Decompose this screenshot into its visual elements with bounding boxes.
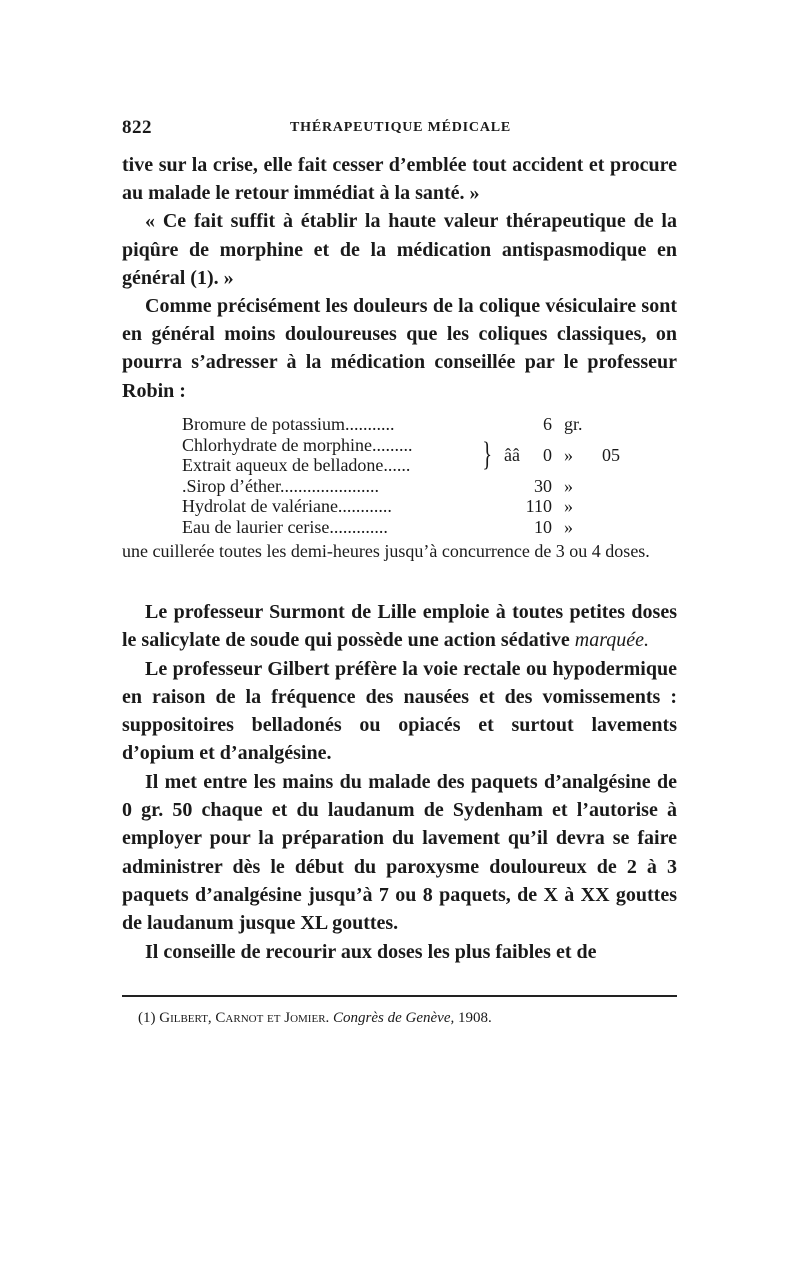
ingredient-quantity: 10 <box>534 516 552 537</box>
body-text-top <box>122 151 677 405</box>
running-title: THÉRAPEUTIQUE MÉDICALE <box>290 120 512 135</box>
footnote-source: Congrès de Genève, <box>333 1010 455 1026</box>
prescription-note: une cuillerée toutes les demi-heures jusqu’à concurrence de 3 ou 4 doses. <box>122 541 650 561</box>
footnote-year: 1908. <box>458 1010 492 1026</box>
page-header <box>122 117 677 141</box>
prescription-row <box>182 496 652 517</box>
prescription-row <box>182 455 652 476</box>
paragraph <box>122 598 677 655</box>
paragraph: Comme précisément les douleurs de la colique vésiculaire sont en général moins douloureuses que les coliques classiques, on pourra s’adresser à la médication conseillée par le professeur Robin : <box>122 295 677 402</box>
ingredient-unit: » <box>564 444 573 465</box>
paragraph: Il conseille de recourir aux doses les plus faibles et de <box>145 940 597 963</box>
ingredient-unit: » <box>564 475 573 496</box>
ana-partes-marker: ââ <box>504 444 520 465</box>
ingredient-unit: » <box>564 516 573 537</box>
ingredient-name: Hydrolat de valériane............ <box>182 496 392 517</box>
ingredient-unit: » <box>564 496 573 517</box>
prescription-row <box>182 435 652 456</box>
footnote-marker: (1) <box>138 1010 156 1026</box>
footnote-divider <box>122 995 677 997</box>
brace-symbol: } <box>482 435 493 473</box>
ingredient-quantity: 110 <box>525 496 552 517</box>
ingredient-name: Bromure de potassium........... <box>182 414 395 434</box>
ingredient-name: Extrait aqueux de belladone...... <box>182 455 411 476</box>
ingredient-name: Eau de laurier cerise............. <box>182 516 388 537</box>
page-number: 822 <box>122 117 152 138</box>
footnote-authors: Gilbert, Carnot et Jomier. <box>159 1010 330 1026</box>
prescription-row <box>182 414 652 435</box>
footnote <box>138 1008 678 1028</box>
ingredient-unit: gr. <box>564 414 583 434</box>
emphasis-text: marquée. <box>574 629 650 652</box>
prescription <box>182 414 652 538</box>
prescription-row <box>182 476 652 497</box>
prescription-grouped-rows <box>182 435 652 476</box>
ingredient-quantity: 0 <box>543 444 552 465</box>
paragraph-text: Le professeur Surmont de Lille emploie à toutes petites doses le salicylate de soude qui possède une action sédative <box>122 601 677 652</box>
paragraph: Il met entre les mains du malade des paquets d’analgésine de 0 gr. 50 chaque et du laudanum de Sydenham et l’autorise à employer pour la préparation du lavement qu’il devra se faire administrer dès le début du paroxysme douloureux de 2 à 3 paquets d’analgésine jusqu’à 7 ou 8 paquets, de X à XX gouttes de laudanum jusque XL gouttes. <box>122 770 677 935</box>
ingredient-quantity: 30 <box>534 475 552 496</box>
ingredient-name: .Sirop d’éther...................... <box>182 475 379 496</box>
body-text-bottom <box>122 598 677 966</box>
paragraph: « Ce fait suffit à établir la haute valeur thérapeutique de la piqûre de morphine et de la médication antispasmodique en général (1). » <box>122 210 677 289</box>
paragraph: Le professeur Gilbert préfère la voie rectale ou hypodermique en raison de la fréquence des nausées et des vomissements : suppositoires belladonés ou opiacés et surtout lavements d’opium et d’analgésine. <box>122 657 677 765</box>
paragraph: tive sur la crise, elle fait cesser d’emblée tout accident et procure au malade le retour immédiat à la santé. » <box>122 154 677 205</box>
prescription-row <box>182 517 652 538</box>
ingredient-quantity-decimal: 05 <box>602 444 620 465</box>
ingredient-name: Chlorhydrate de morphine......... <box>182 434 413 455</box>
ingredient-quantity: 6 <box>543 414 552 434</box>
